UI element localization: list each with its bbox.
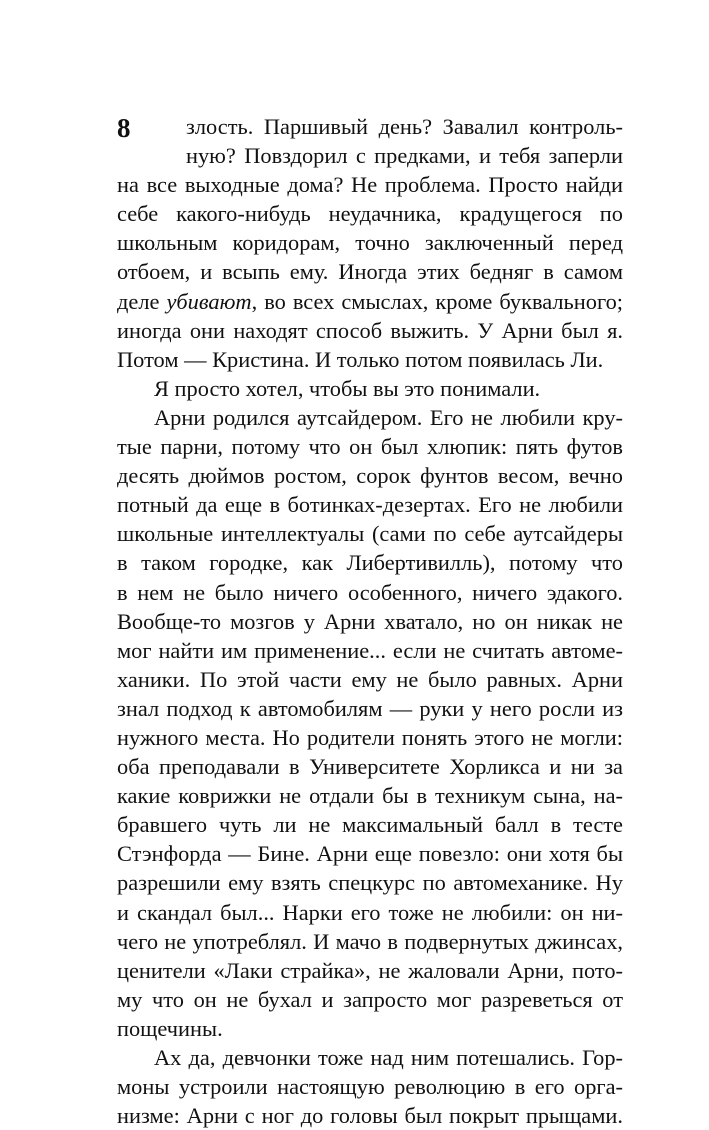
text-line: ценители «Лаки страйка», не жаловали Арни, пото-: [117, 957, 623, 983]
text-line: иногда они находят способ выжить. У Арни был я.: [117, 317, 623, 343]
text-line: в нем не было ничего особенного, ничего эдакого.: [117, 579, 623, 605]
text-line: Вообще-то мозгов у Арни хватало, но он никак не: [117, 608, 623, 634]
text-line: школьным коридорам, точно заключенный перед: [117, 230, 623, 256]
page-number: 8: [117, 113, 131, 143]
text-line: школьные интеллектуалы (сами по себе аутсайдеры: [117, 521, 623, 547]
text-line: отбоем, и всыпь ему. Иногда этих бедняг в самом: [117, 259, 623, 285]
text-line: ханики. По этой части ему не было равных. Арни: [117, 666, 623, 692]
text-line: Потом — Кристина. И только потом появилась Ли.: [117, 346, 604, 372]
text-line: и скандал был... Нарки его тоже не любили: он ни-: [117, 899, 623, 925]
text-line: пощечины.: [117, 1015, 223, 1041]
text-segment: деле: [117, 288, 167, 314]
text-line: злость. Паршивый день? Завалил контроль-: [186, 114, 623, 139]
text-line: низме: Арни с ног до головы был покрыт прыщами.: [117, 1103, 623, 1129]
text-line: му что он не бухал и запросто мог разреветься от: [117, 986, 623, 1012]
text-line: бравшего чуть ли не максимальный балл в тесте: [117, 812, 623, 838]
emphasized-word: убивают: [166, 288, 252, 314]
text-segment: , во всех смыслах, кроме буквального;: [251, 288, 623, 314]
text-line: разрешили ему взять спецкурс по автомеханике. Ну: [117, 870, 623, 896]
text-line: Ах да, девчонки тоже над ним потешались. Гор-: [154, 1045, 623, 1070]
text-line: ную? Повздорил с предками, и тебя заперли: [186, 143, 623, 169]
body-text: [117, 112, 623, 1130]
text-line: себе какого-нибудь неудачника, крадущегося по: [117, 201, 623, 227]
text-line: [117, 287, 623, 316]
text-line: потный да еще в ботинках-дезертах. Его не любили: [117, 492, 623, 518]
text-line: нужного места. Но родители понять этого не могли:: [117, 724, 623, 750]
text-line: мог найти им применение... если не считать автоме-: [117, 637, 623, 663]
text-line: оба преподавали в Университете Хорликса и ни за: [117, 754, 623, 780]
text-line: десять дюймов ростом, сорок фунтов весом, вечно: [117, 463, 623, 489]
text-line: какие коврижки не отдали бы в техникум сына, на-: [117, 783, 623, 809]
text-line: на все выходные дома? Не проблема. Просто найди: [117, 172, 623, 198]
text-line: в таком городке, как Либертивилль), потому что: [117, 550, 623, 576]
text-line: чего не употреблял. И мачо в подвернутых джинсах,: [117, 928, 623, 954]
text-line: моны устроили настоящую революцию в его орга-: [117, 1074, 623, 1100]
text-line: Я просто хотел, чтобы вы это понимали.: [154, 375, 541, 401]
text-line: тые парни, потому что он был хлюпик: пять футов: [117, 434, 623, 460]
text-line: знал подход к автомобилям — руки у него росли из: [117, 695, 623, 721]
text-line: Арни родился аутсайдером. Его не любили кру-: [154, 404, 623, 430]
text-line: Стэнфорда — Бине. Арни еще повезло: они хотя бы: [117, 841, 623, 867]
